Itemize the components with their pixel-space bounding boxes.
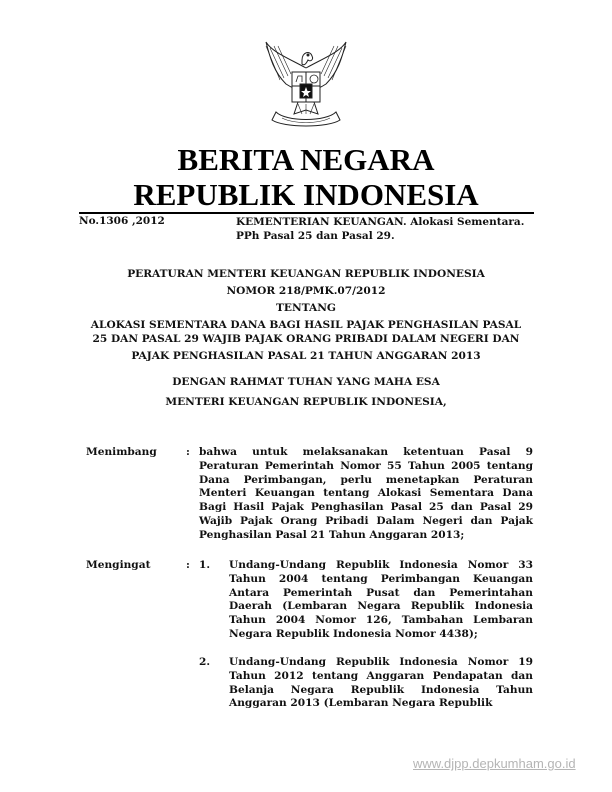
mengingat-colon: : [186,559,190,571]
regulation-subject-line1: ALOKASI SEMENTARA DANA BAGI HASIL PAJAK PENGHASILAN PASAL [90,319,522,331]
gazette-subject-line2: PPh Pasal 25 dan Pasal 29. [236,230,395,242]
regulation-subject-line3: PAJAK PENGHASILAN PASAL 21 TAHUN ANGGARAN 2013 [131,350,481,362]
mengingat-item-1-text: Undang-Undang Republik Indonesia Nomor 33 Tahun 2004 tentang Perimbangan Keuangan Antara Pemerintah Pusat dan Pemerintahan Daerah (Lembaran Negara Republik Indonesia Tahun 2004 Nomor 126, Tambahan Lembaran Negara Republik Indonesia Nomor 4438); [229,559,533,640]
gazette-number: No.1306 ,2012 [79,215,165,227]
menimbang-colon: : [186,446,190,458]
regulation-number: NOMOR 218/PMK.07/2012 [226,285,386,297]
regulation-tentang: TENTANG [276,302,336,314]
regulation-subject-line2: 25 DAN PASAL 29 WAJIB PAJAK ORANG PRIBADI DALAM NEGERI DAN [92,333,520,345]
preamble-line1: DENGAN RAHMAT TUHAN YANG MAHA ESA [172,376,440,388]
regulation-title: PERATURAN MENTERI KEUANGAN REPUBLIK INDONESIA [127,268,485,280]
gazette-title-line2: REPUBLIK INDONESIA [133,177,479,212]
garuda-emblem-icon [258,38,354,134]
menimbang-label: Menimbang [86,446,157,458]
gazette-subject [236,215,524,243]
footer-url-link[interactable]: www.djpp.depkumham.go.id [413,756,576,771]
mengingat-item-2-number: 2. [199,656,211,668]
menimbang-text: bahwa untuk melaksanakan ketentuan Pasal 9 Peraturan Pemerintah Nomor 55 Tahun 2005 tentang Dana Perimbangan, perlu menetapkan Peraturan Menteri Keuangan tentang Alokasi Sementara Dana Bagi Hasil Pajak Penghasilan Pasal 25 dan Pasal 29 Wajib Pajak Orang Pribadi Dalam Negeri dan Pajak Penghasilan Pasal 21 Tahun Anggaran 2013; [199,446,533,541]
mengingat-item-2-text: Undang-Undang Republik Indonesia Nomor 19 Tahun 2012 tentang Anggaran Pendapatan dan Belanja Negara Republik Indonesia Tahun Anggaran 2013 (Lembaran Negara Republik [229,656,533,710]
header-divider [79,212,534,214]
gazette-title-line1: BERITA NEGARA [177,142,435,177]
mengingat-item-1-number: 1. [199,559,211,571]
gazette-subject-line1: KEMENTERIAN KEUANGAN. Alokasi Sementara. [236,216,525,228]
mengingat-label: Mengingat [86,559,151,571]
preamble-line2: MENTERI KEUANGAN REPUBLIK INDONESIA, [165,396,447,408]
